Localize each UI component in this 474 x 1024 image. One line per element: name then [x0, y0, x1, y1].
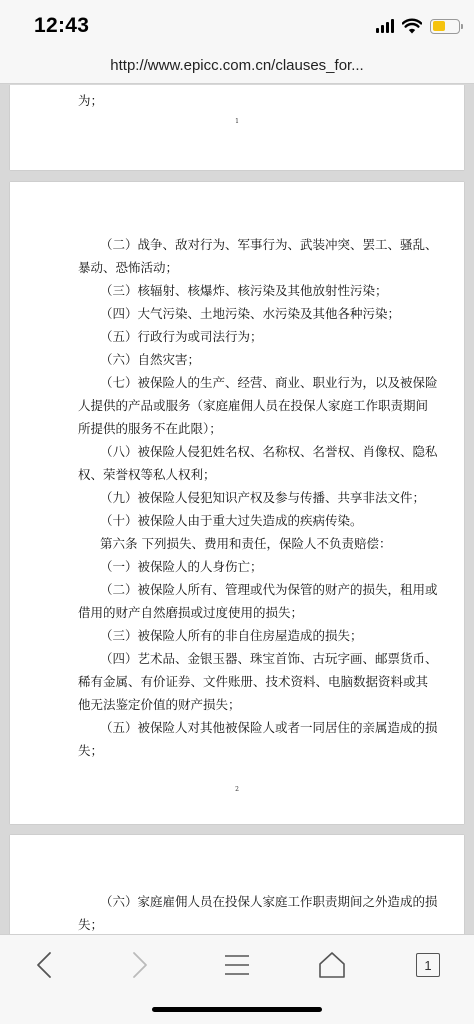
doc-line: 权、荣誉权等私人权利；: [78, 467, 216, 482]
document-page-2: [10, 182, 464, 824]
doc-line: 为；: [78, 93, 104, 108]
status-icons: [376, 14, 460, 38]
doc-line: 稀有金属、有价证券、文件账册、技术资料、电脑数据资料或其: [78, 674, 429, 689]
back-button[interactable]: [22, 947, 66, 983]
doc-line: （八）被保险人侵犯姓名权、名称权、名誉权、肖像权、隐私: [100, 444, 438, 459]
doc-line: 他无法鉴定价值的财产损失；: [78, 697, 241, 712]
tabs-button[interactable]: [406, 947, 450, 983]
chevron-right-icon: [130, 950, 150, 980]
tabs-icon: [416, 953, 440, 977]
home-button[interactable]: [310, 947, 354, 983]
doc-line: 暴动、恐怖活动；: [78, 260, 179, 275]
status-bar: [0, 0, 474, 48]
doc-line: （四）大气污染、土地污染、水污染及其他各种污染；: [100, 306, 401, 321]
doc-line: 第六条 下列损失、费用和责任，保险人不负责赔偿：: [100, 536, 392, 551]
doc-line: （二）战争、敌对行为、军事行为、武装冲突、罢工、骚乱、: [100, 237, 438, 252]
doc-line: （四）艺术品、金银玉器、珠宝首饰、古玩字画、邮票货币、: [100, 651, 438, 666]
doc-line: （五）被保险人对其他被保险人或者一同居住的亲属造成的损: [100, 720, 438, 735]
doc-line: （十）被保险人由于重大过失造成的疾病传染。: [100, 513, 363, 528]
wifi-icon: [402, 18, 422, 34]
doc-line: （五）行政行为或司法行为；: [100, 329, 263, 344]
url-text[interactable]: http://www.epicc.com.cn/clauses_for...: [110, 57, 364, 74]
forward-button[interactable]: [118, 947, 162, 983]
doc-line: 失；: [78, 743, 104, 758]
chevron-left-icon: [34, 950, 54, 980]
document-page-3: [10, 835, 464, 934]
doc-line: 所提供的服务不在此限）；: [78, 421, 222, 436]
cellular-signal-icon: [376, 19, 394, 33]
home-indicator: [152, 1007, 322, 1012]
document-viewport[interactable]: [0, 85, 474, 934]
menu-button[interactable]: [215, 947, 259, 983]
menu-icon: [223, 953, 251, 977]
status-time: 12:43: [34, 14, 90, 37]
doc-line: （六）自然灾害；: [100, 352, 201, 367]
doc-line: 失；: [78, 917, 104, 932]
document-page-1: [10, 85, 464, 170]
doc-line: （九）被保险人侵犯知识产权及参与传播、共享非法文件；: [100, 490, 426, 505]
doc-line: （七）被保险人的生产、经营、商业、职业行为，以及被保险: [100, 375, 438, 390]
url-bar[interactable]: [0, 48, 474, 84]
doc-line: （三）核辐射、核爆炸、核污染及其他放射性污染；: [100, 283, 388, 298]
home-icon: [318, 951, 346, 979]
page-number: 1: [235, 118, 239, 125]
page-number: 2: [235, 786, 239, 793]
doc-line: 借用的财产自然磨损或过度使用的损失；: [78, 605, 304, 620]
tabs-count: 1: [424, 957, 432, 973]
doc-line: （一）被保险人的人身伤亡；: [100, 559, 263, 574]
battery-icon: [430, 19, 460, 34]
doc-line: （二）被保险人所有、管理或代为保管的财产的损失，租用或: [100, 582, 438, 597]
doc-line: 人提供的产品或服务（家庭雇佣人员在投保人家庭工作职责期间: [78, 398, 429, 413]
doc-line: （三）被保险人所有的非自住房屋造成的损失；: [100, 628, 363, 643]
doc-line: （六）家庭雇佣人员在投保人家庭工作职责期间之外造成的损: [100, 894, 438, 909]
